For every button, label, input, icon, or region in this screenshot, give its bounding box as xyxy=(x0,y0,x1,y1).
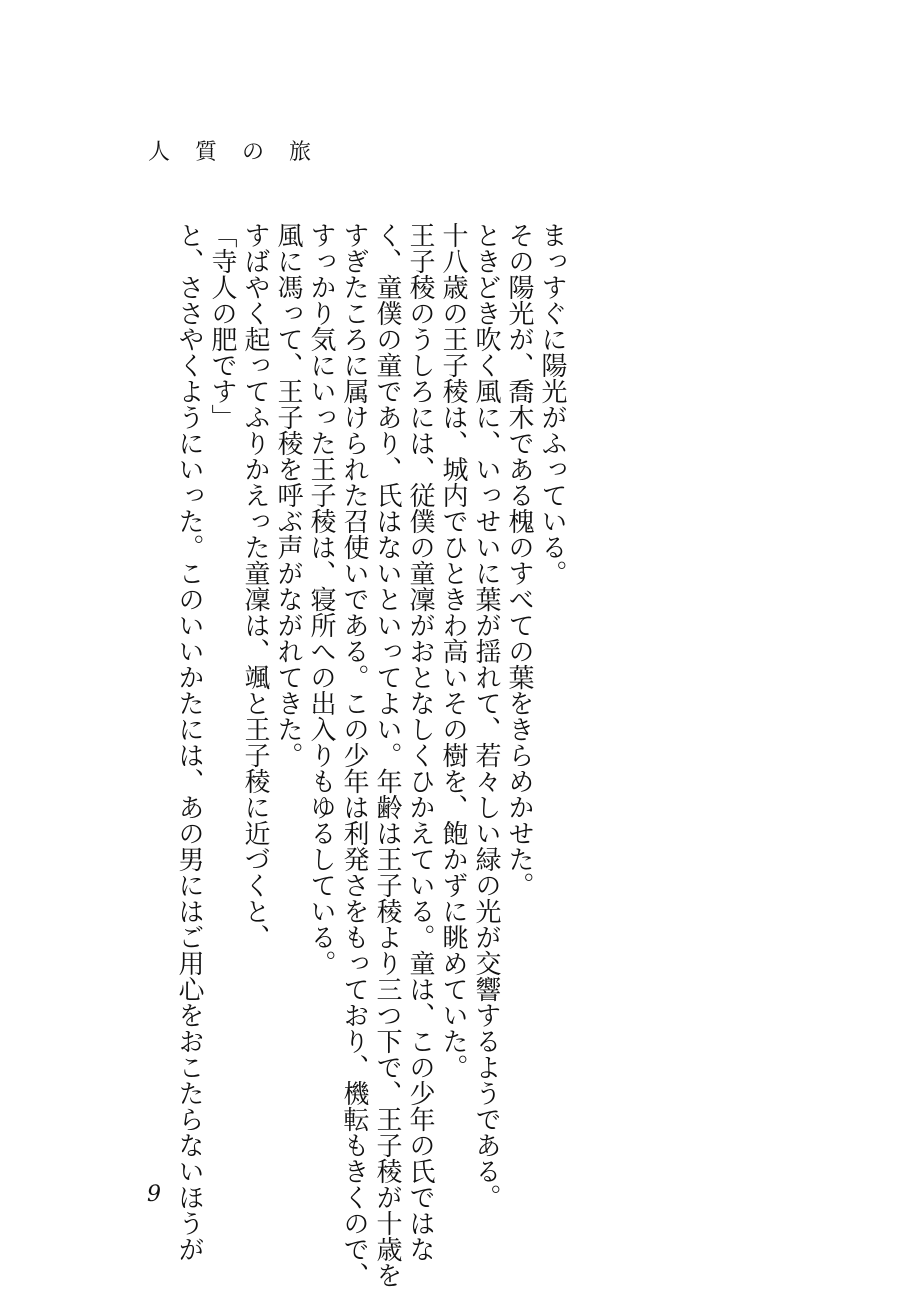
text-line: すぎたころに属けられた召使いである。この少年は利発さをもっており、機転もきくので、 xyxy=(339,222,369,1288)
text-line: ときどき吹く風に、いっせいに葉が揺れて、若々しい緑の光が交響するようである。 xyxy=(471,222,501,1210)
text-line: 十八歳の王子稜は、城内でひときわ高いその樹を、飽かずに眺めていた。 xyxy=(438,222,468,1080)
text-line: 「寺人の肥です」 xyxy=(207,222,237,430)
page-number: 9 xyxy=(147,1182,161,1207)
running-head: 人 質 の 旅 xyxy=(148,140,320,165)
text-line: すばやく起ってふりかえった童凜は、颯と王子稜に近づくと、 xyxy=(240,222,270,950)
text-line: その陽光が、喬木である槐のすべての葉をきらめかせた。 xyxy=(504,222,534,898)
text-line: すっかり気にいった王子稜は、寝所への出入りもゆるしている。 xyxy=(306,222,336,976)
body-text xyxy=(118,222,568,1288)
text-line: まっすぐに陽光がふっている。 xyxy=(537,222,567,586)
text-line: 風に馮って、王子稜を呼ぶ声がながれてきた。 xyxy=(273,222,303,768)
text-line: く、童僕の童であり、氏はないといってよい。年齢は王子稜より三つ下で、王子稜が十歳を xyxy=(372,222,402,1288)
text-line: と、ささやくようにいった。このいいかたには、あの男にはご用心をおこたらないほうが xyxy=(174,222,204,1262)
text-line: 王子稜のうしろには、従僕の童凜がおとなしくひかえている。童は、この少年の氏ではな xyxy=(405,222,435,1262)
